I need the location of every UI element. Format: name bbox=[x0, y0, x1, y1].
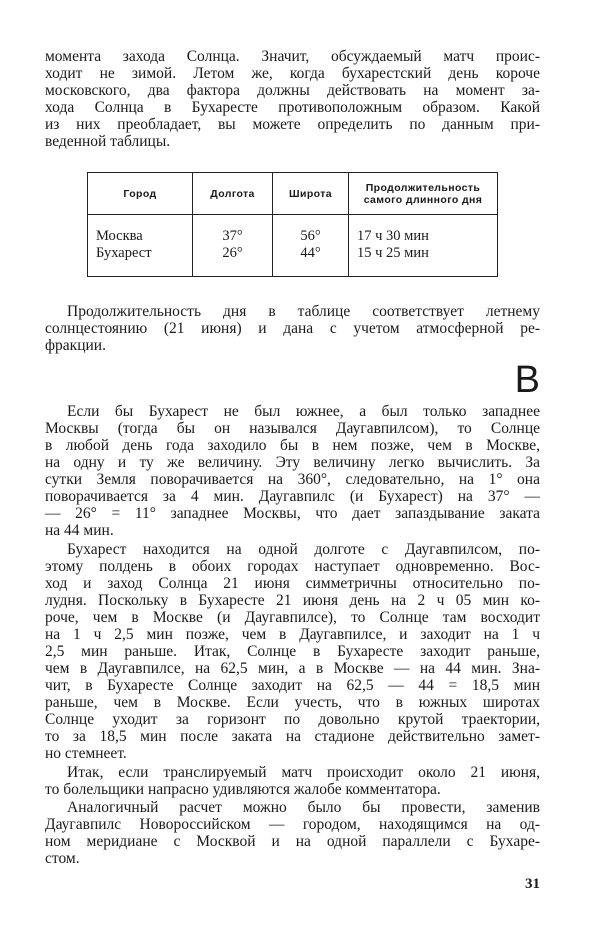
paragraph-5 bbox=[45, 764, 540, 798]
text-line: момента захода Солнца. Значит, обсуждаемый матч проис- bbox=[45, 48, 540, 65]
section-letter: В bbox=[514, 359, 540, 401]
page-number: 31 bbox=[525, 876, 540, 892]
text-line: ход и заход Солнца 21 июня симметричны относительно по- bbox=[45, 575, 540, 592]
header-longitude: Долгота bbox=[193, 173, 273, 215]
text-line: фракции. bbox=[45, 337, 106, 354]
header-day-length: Продолжительность самого длинного дня bbox=[349, 173, 498, 215]
text-line: хода Солнца в Бухаресте противоположным образом. Какой bbox=[45, 99, 540, 116]
text-line: из них преобладает, вы можете определить по данным при- bbox=[45, 116, 540, 133]
paragraph-4 bbox=[45, 541, 540, 762]
cell-longitude: 37° bbox=[193, 215, 273, 246]
text-line: Бухарест находится на одной долготе с Даугавпилсом, по- bbox=[67, 541, 540, 558]
paragraph-2 bbox=[45, 303, 540, 354]
text-line: раньше, чем в Москве. Если учесть, что в южных широтах bbox=[45, 694, 540, 711]
text-line: сутки Земля поворачивается на 360°, следовательно, на 1° она bbox=[45, 471, 540, 488]
text-line: стом. bbox=[45, 850, 80, 867]
text-line: веденной таблицы. bbox=[45, 133, 171, 150]
text-line: в любой день года заходило бы в нем позже, чем в Москве, bbox=[45, 437, 540, 454]
text-line: роче, чем в Москве (и Даугавпилсе), то Солнце там восходит bbox=[45, 609, 540, 626]
text-line: чит, в Бухаресте Солнце заходит на 62,5 — 44 = 18,5 мин bbox=[45, 677, 540, 694]
text-line: лудня. Поскольку в Бухаресте 21 июня день на 2 ч 05 мин ко- bbox=[45, 592, 540, 609]
cell-city: Бухарест bbox=[88, 245, 193, 277]
cell-latitude: 56° bbox=[273, 215, 349, 246]
text-line: московского, два фактора должны действовать на момент за- bbox=[45, 82, 540, 99]
text-line: ном меридиане с Москвой и на одной параллели с Бухаре- bbox=[45, 833, 540, 850]
text-line: Солнце уходит за горизонт по довольно крутой траектории, bbox=[45, 711, 540, 728]
text-line: Даугавпилс Новороссийском — городом, находящимся на од- bbox=[45, 816, 540, 833]
table-row bbox=[88, 245, 498, 277]
text-line: 2,5 мин раньше. Итак, Солнце в Бухаресте заходит раньше, bbox=[45, 643, 540, 660]
data-table bbox=[87, 172, 498, 277]
header-city: Город bbox=[88, 173, 193, 215]
cell-day-length: 17 ч 30 мин bbox=[349, 215, 498, 246]
text-line: — 26° = 11° западнее Москвы, что дает запаздывание заката bbox=[45, 505, 540, 522]
text-line: то за 18,5 мин после заката на стадионе действительно замет- bbox=[45, 728, 540, 745]
text-line: Итак, если транслируемый матч происходит около 21 июня, bbox=[67, 764, 540, 781]
header-latitude: Широта bbox=[273, 173, 349, 215]
text-line: Продолжительность дня в таблице соответствует летнему bbox=[67, 303, 540, 320]
text-line: Если бы Бухарест не был южнее, а был только западнее bbox=[67, 403, 540, 420]
cell-city: Москва bbox=[88, 215, 193, 246]
paragraph-3 bbox=[45, 403, 540, 539]
text-line: на 44 мин. bbox=[45, 522, 114, 539]
cell-latitude: 44° bbox=[273, 245, 349, 277]
cell-longitude: 26° bbox=[193, 245, 273, 277]
text-line: но стемнеет. bbox=[45, 745, 127, 762]
paragraph-6 bbox=[45, 799, 540, 867]
text-line: на 1 ч 2,5 мин позже, чем в Даугавпилсе, и заходит на 1 ч bbox=[45, 626, 540, 643]
text-line: поворачивается за 4 мин. Даугавпилс (и Бухарест) на 37° — bbox=[45, 488, 540, 505]
table-row bbox=[88, 215, 498, 246]
cell-day-length: 15 ч 25 мин bbox=[349, 245, 498, 277]
text-line: ходит не зимой. Летом же, когда бухарестский день короче bbox=[45, 65, 540, 82]
text-line: солнцестоянию (21 июня) и дана с учетом атмосферной ре- bbox=[45, 320, 540, 337]
text-line: на одну и ту же величину. Эту величину легко вычислить. За bbox=[45, 454, 540, 471]
text-line: Москвы (тогда бы он назывался Даугавпилсом), то Солнце bbox=[45, 420, 540, 437]
paragraph-1 bbox=[45, 48, 540, 150]
text-line: Аналогичный расчет можно было бы провести, заменив bbox=[67, 799, 540, 816]
text-line: чем в Даугавпилсе, на 62,5 мин, а в Москве — на 44 мин. Зна- bbox=[45, 660, 540, 677]
text-line: этому полдень в обоих городах наступает одновременно. Вос- bbox=[45, 558, 540, 575]
text-line: то болельщики напрасно удивляются жалобе комментатора. bbox=[45, 781, 441, 798]
